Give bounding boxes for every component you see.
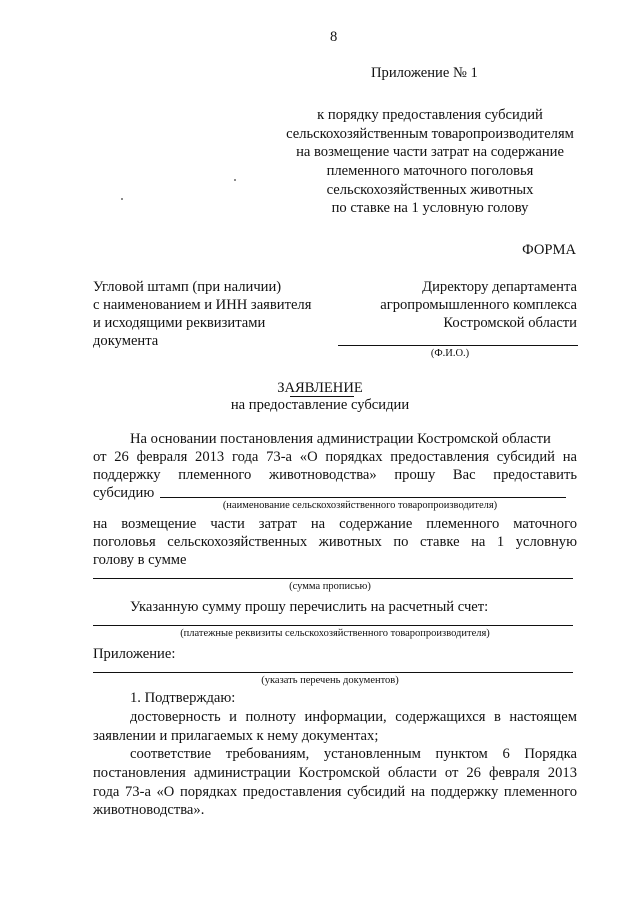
sum-caption: (сумма прописью)	[289, 581, 371, 592]
appendix-line: племенного маточного поголовья	[326, 163, 534, 179]
subsidy-label: субсидию	[93, 485, 155, 501]
body-line: на возмещение части затрат на содержание племенного маточного	[93, 516, 577, 532]
document-subtitle: на предоставление субсидии	[230, 397, 410, 413]
transfer-text: Указанную сумму прошу перечислить на расчетный счет:	[130, 599, 489, 615]
payment-line[interactable]	[93, 625, 573, 626]
sum-line[interactable]	[93, 578, 573, 579]
addressee-line: Костромской области	[443, 315, 577, 331]
payment-caption: (платежные реквизиты сельскохозяйственного товаропроизводителя)	[180, 628, 490, 639]
body-line: года 73-а «О порядках предоставления субсидий на поддержку племенного	[93, 784, 577, 800]
body-line: На основании постановления администрации Костромской области	[130, 431, 551, 447]
body-line: постановления администрации Костромской области от 26 февраля 2013	[93, 765, 577, 781]
addressee-line: агропромышленного комплекса	[380, 297, 577, 313]
documents-caption: (указать перечень документов)	[261, 675, 399, 686]
body-line: заявлении и прилагаемых к нему документах;	[93, 728, 379, 744]
appendix-line: сельскохозяйственных животных	[326, 182, 534, 198]
appendix-line: сельскохозяйственным товаропроизводителям	[286, 126, 574, 142]
body-line: поголовья сельскохозяйственных животных по ставке на 1 условную	[93, 534, 577, 550]
stamp-line: с наименованием и ИНН заявителя	[93, 297, 312, 313]
appendix-line: к порядку предоставления субсидий	[317, 107, 543, 123]
body-line: поддержку племенного животноводства» прошу Вас предоставить	[93, 467, 577, 483]
body-line: соответствие требованиям, установленным пунктом 6 Порядка	[130, 746, 577, 762]
body-line: животноводства».	[93, 802, 205, 818]
scan-speck	[121, 198, 123, 200]
confirm-label: 1. Подтверждаю:	[130, 690, 236, 706]
documents-line[interactable]	[93, 672, 573, 673]
body-line: голову в сумме	[93, 552, 187, 568]
scan-speck	[234, 179, 236, 181]
stamp-line: Угловой штамп (при наличии)	[93, 279, 282, 295]
body-line: достоверность и полноту информации, содержащихся в настоящем	[130, 709, 577, 725]
addressee-line: Директору департамента	[422, 279, 577, 295]
producer-name-line[interactable]	[160, 497, 566, 498]
appendix-line: на возмещение части затрат на содержание	[296, 144, 564, 160]
document-title: ЗАЯВЛЕНИЕ	[277, 380, 363, 396]
fio-caption: (Ф.И.О.)	[430, 348, 470, 359]
attachment-label: Приложение:	[93, 646, 176, 662]
stamp-line: документа	[93, 333, 159, 349]
page-number: 8	[330, 29, 338, 45]
producer-caption: (наименование сельскохозяйственного товаропроизводителя)	[222, 500, 498, 511]
stamp-line: и исходящими реквизитами	[93, 315, 266, 331]
form-label: ФОРМА	[522, 242, 576, 258]
appendix-title: Приложение № 1	[371, 65, 478, 81]
body-line: от 26 февраля 2013 года 73-а «О порядках предоставления субсидий на	[93, 449, 577, 465]
appendix-line: по ставке на 1 условную голову	[331, 200, 529, 216]
fio-line	[338, 345, 578, 346]
